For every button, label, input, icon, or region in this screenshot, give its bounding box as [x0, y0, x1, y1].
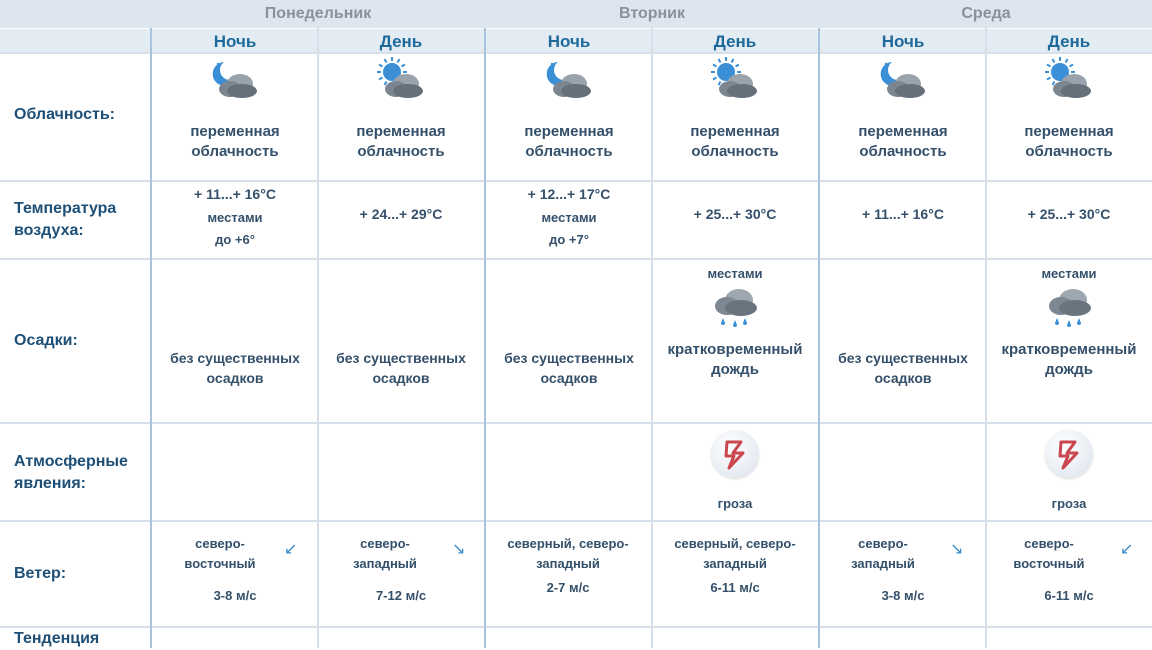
period-wed-night: Ночь	[881, 32, 925, 51]
temp-range: + 25...+ 30°C	[693, 206, 777, 222]
cloud-cell	[652, 56, 818, 162]
precip-text: без существенных осадков	[504, 350, 634, 386]
cloud-text: переменная облачность	[190, 123, 280, 160]
rain-cloud-icon	[709, 284, 761, 332]
row-divider	[0, 180, 1152, 182]
temp-note: до +7°	[549, 232, 589, 247]
wind-direction	[994, 534, 1104, 574]
temp-cell	[486, 184, 652, 250]
temp-range: + 12...+ 17°C	[527, 186, 611, 202]
wind-speed: 7-12 м/с	[375, 588, 427, 603]
precip-cell	[486, 348, 652, 388]
period-mon-day: День	[379, 32, 423, 51]
cloud-text: переменная облачность	[356, 123, 446, 160]
period-header-row	[0, 28, 1152, 53]
wind-direction-line: северный, северо-	[507, 536, 629, 551]
temp-note: до +6°	[215, 232, 255, 247]
temp-cell	[318, 204, 484, 224]
row-label-phenomena: Атмосферные явления:	[14, 453, 128, 492]
temp-range: + 24...+ 29°C	[359, 206, 443, 222]
wind-direction	[828, 534, 938, 574]
day-wednesday: Среда	[961, 5, 1011, 22]
day-monday: Понедельник	[264, 5, 372, 22]
row-label-trend: Тенденция	[14, 630, 100, 647]
precip-text: без существенных осадков	[336, 350, 466, 386]
row-label-temperature: Температура воздуха:	[14, 200, 117, 239]
period-tue-day: День	[713, 32, 757, 51]
temp-range: + 11...+ 16°C	[862, 206, 944, 222]
precip-cell	[986, 264, 1152, 380]
wind-speed: 3-8 м/с	[881, 588, 925, 603]
wind-direction	[160, 534, 280, 574]
precip-text: кратковременный дождь	[1001, 341, 1137, 378]
temp-cell	[152, 184, 318, 250]
row-divider	[0, 626, 1152, 628]
precip-text: без существенных осадков	[838, 350, 968, 386]
wind-direction-line: восточный	[1013, 556, 1085, 571]
row-label-wind: Ветер:	[14, 565, 67, 582]
row-divider	[0, 52, 1152, 54]
wind-speed: 3-8 м/с	[213, 588, 257, 603]
wind-speed: 2-7 м/с	[546, 580, 590, 595]
temp-note: местами	[541, 210, 597, 225]
wind-direction-line: северо-	[858, 536, 908, 551]
wind-direction-line: западный	[353, 556, 417, 571]
night-partly-cloudy-icon	[208, 56, 262, 104]
wind-speed: 6-11 м/с	[1044, 588, 1094, 603]
period-tue-night: Ночь	[547, 32, 591, 51]
precip-note: местами	[1041, 266, 1097, 281]
rain-cloud-icon	[1043, 284, 1095, 332]
wind-direction-line: восточный	[184, 556, 256, 571]
cloud-text: переменная облачность	[858, 123, 948, 160]
thunderstorm-icon	[1045, 430, 1093, 478]
precip-cell	[820, 348, 986, 388]
precip-cell	[152, 348, 318, 388]
cloud-cell	[318, 56, 484, 162]
precip-cell	[652, 264, 818, 380]
period-mon-night: Ночь	[213, 32, 257, 51]
wind-southwest-arrow-icon: ↙	[284, 541, 298, 558]
day-partly-cloudy-icon	[374, 56, 428, 104]
temp-cell	[652, 204, 818, 224]
thunderstorm-icon	[711, 430, 759, 478]
temp-cell	[820, 204, 986, 224]
temp-range: + 25...+ 30°C	[1027, 206, 1111, 222]
precip-cell	[318, 348, 484, 388]
wind-direction	[330, 534, 440, 574]
cloud-text: переменная облачность	[1024, 123, 1114, 160]
phenomenon-text: гроза	[1051, 496, 1087, 511]
wind-speed: 6-11 м/с	[710, 580, 760, 595]
row-divider	[0, 258, 1152, 260]
temp-note: местами	[207, 210, 263, 225]
night-partly-cloudy-icon	[542, 56, 596, 104]
day-partly-cloudy-icon	[708, 56, 762, 104]
cloud-text: переменная облачность	[524, 123, 614, 160]
temp-range: + 11...+ 16°C	[194, 186, 276, 202]
wind-direction-line: северо-	[195, 536, 245, 551]
wind-direction	[652, 534, 818, 574]
wind-direction-line: северо-	[1024, 536, 1074, 551]
period-wed-day: День	[1047, 32, 1091, 51]
wind-direction-line: северный, северо-	[674, 536, 796, 551]
day-tuesday: Вторник	[618, 5, 686, 22]
row-label-cloudiness: Облачность:	[14, 106, 116, 123]
wind-direction-line: северо-	[360, 536, 410, 551]
day-header-row	[0, 0, 1152, 28]
wind-southeast-arrow-icon: ↘	[452, 541, 466, 558]
day-partly-cloudy-icon	[1042, 56, 1096, 104]
row-divider	[0, 422, 1152, 424]
temp-cell	[986, 204, 1152, 224]
wind-direction-line: западный	[536, 556, 600, 571]
precip-text: кратковременный дождь	[667, 341, 803, 378]
cloud-cell	[152, 56, 318, 162]
cloud-text: переменная облачность	[690, 123, 780, 160]
precip-text: без существенных осадков	[170, 350, 300, 386]
row-divider	[0, 520, 1152, 522]
cloud-cell	[820, 56, 986, 162]
wind-direction-line: западный	[703, 556, 767, 571]
wind-southwest-arrow-icon: ↙	[1120, 541, 1134, 558]
wind-direction-line: западный	[851, 556, 915, 571]
row-label-precipitation: Осадки:	[14, 332, 78, 349]
phenomenon-text: гроза	[717, 496, 753, 511]
night-partly-cloudy-icon	[876, 56, 930, 104]
cloud-cell	[986, 56, 1152, 162]
cloud-cell	[486, 56, 652, 162]
wind-southeast-arrow-icon: ↘	[950, 541, 964, 558]
precip-note: местами	[707, 266, 763, 281]
wind-direction	[486, 534, 650, 574]
